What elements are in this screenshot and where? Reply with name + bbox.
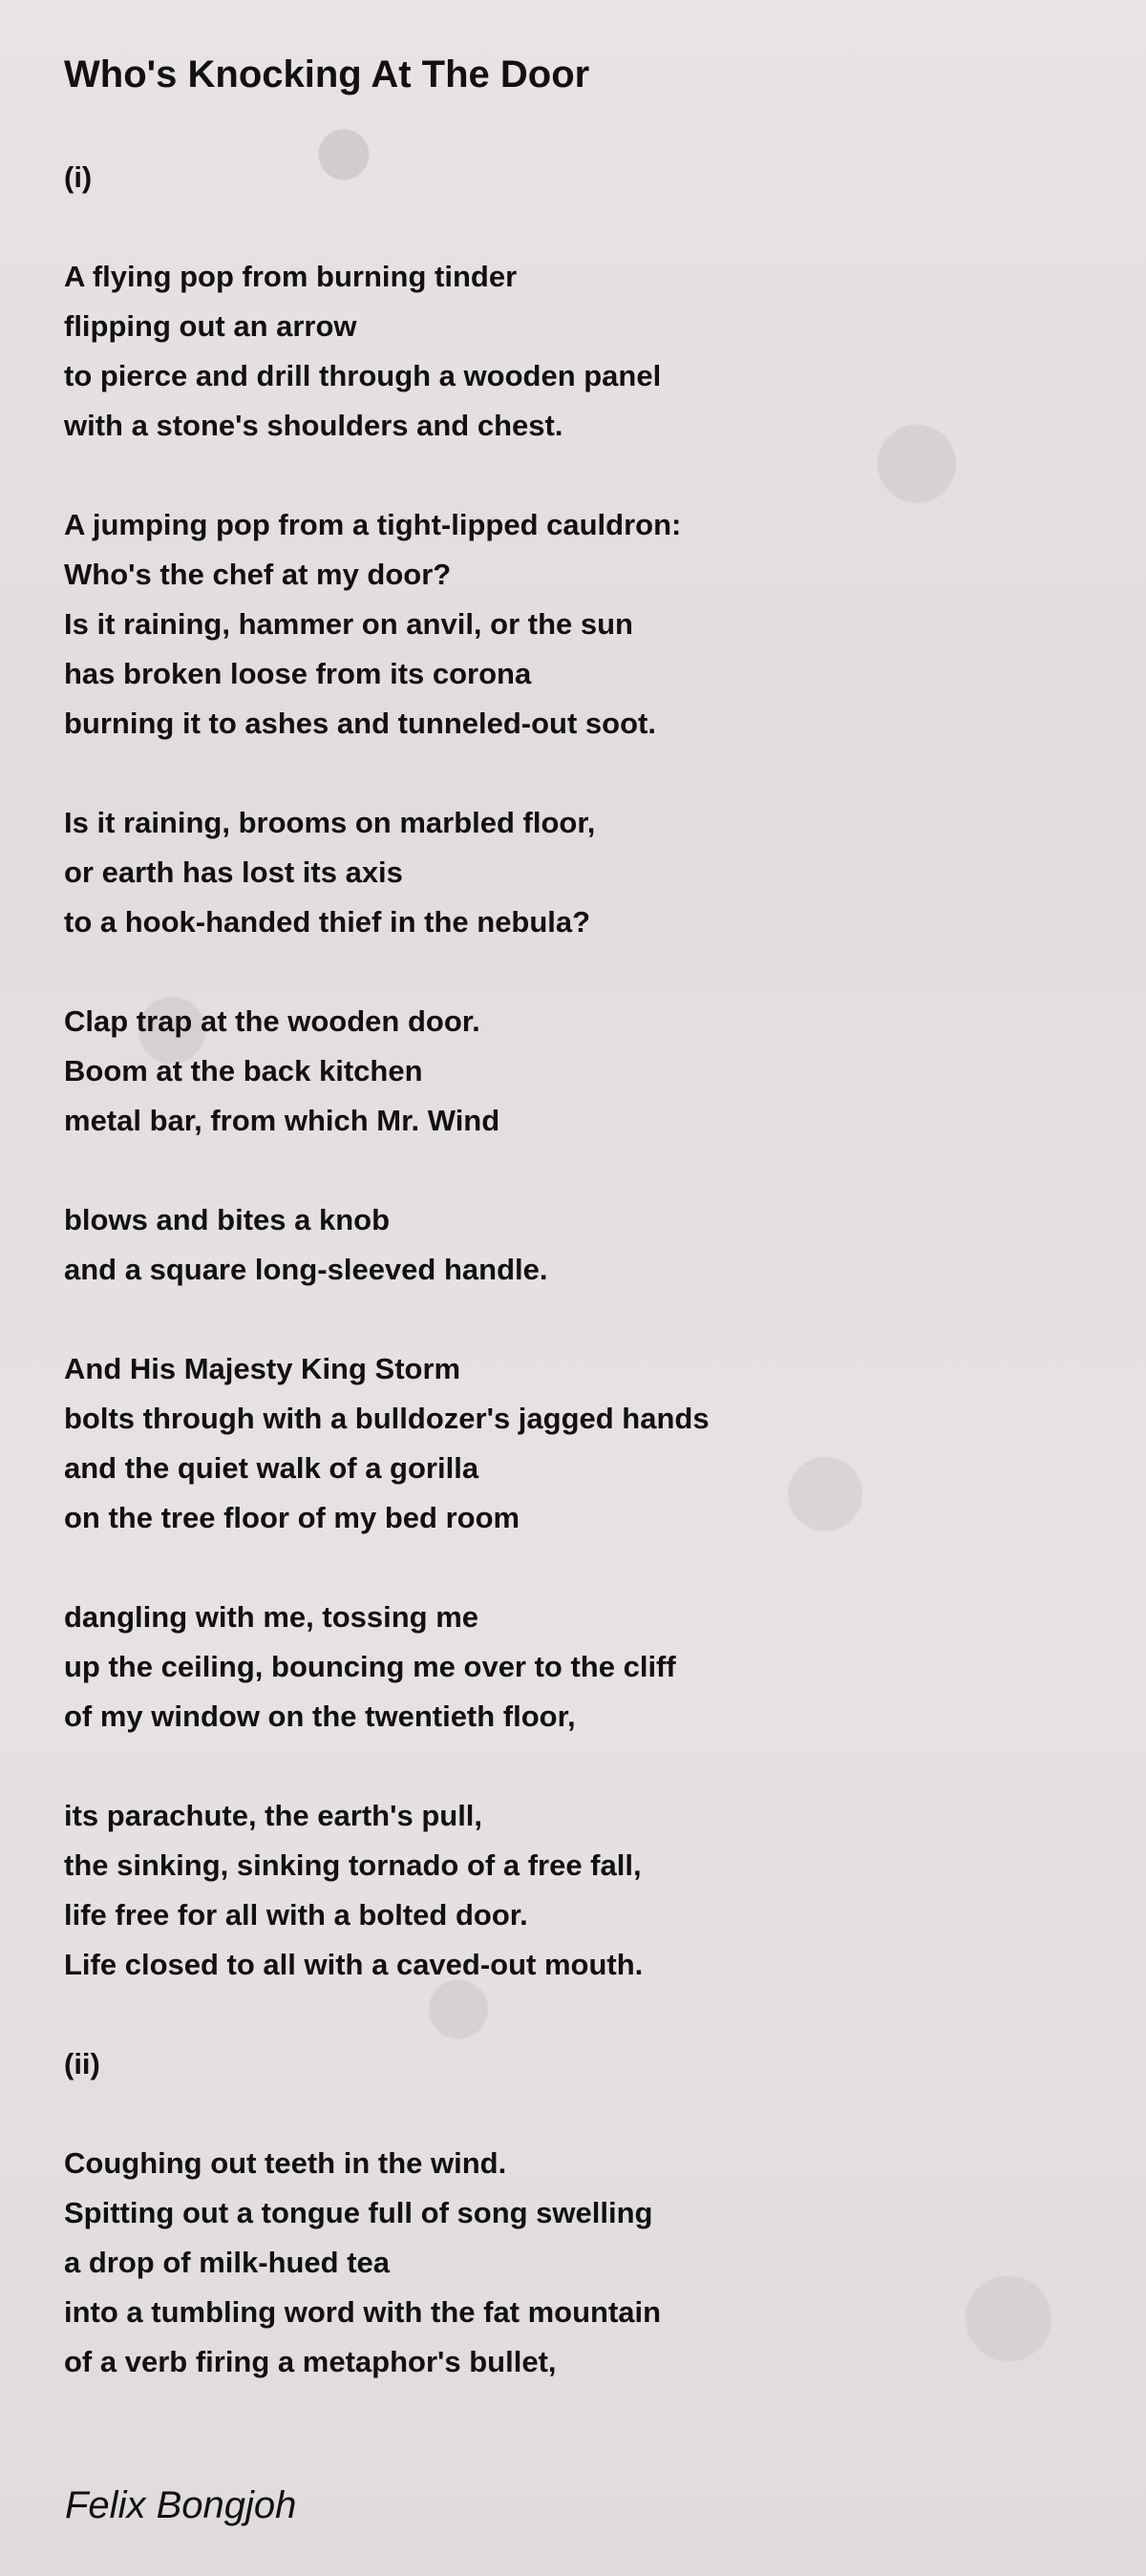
stanza xyxy=(64,2139,1086,2387)
poem-container xyxy=(64,46,1086,2387)
stanza-break xyxy=(64,1543,1086,1593)
stanza-break xyxy=(64,749,1086,798)
poem-line: up the ceiling, bouncing me over to the cliff xyxy=(64,1650,676,1683)
poem-line: Boom at the back kitchen xyxy=(64,1054,423,1087)
poem-line: A flying pop from burning tinder xyxy=(64,260,518,293)
poem-line: And His Majesty King Storm xyxy=(64,1352,461,1385)
poem-author: Felix Bongjoh xyxy=(65,2484,297,2526)
stanza-break xyxy=(64,2089,1086,2139)
stanza-break xyxy=(64,202,1086,252)
stanza xyxy=(64,997,1086,1146)
stanza xyxy=(64,500,1086,749)
poem-line: the sinking, sinking tornado of a free fall, xyxy=(64,1848,642,1882)
stanza-break xyxy=(64,1990,1086,2039)
poem-line: with a stone's shoulders and chest. xyxy=(64,409,563,442)
poem-line: of a verb firing a metaphor's bullet, xyxy=(64,2345,557,2378)
poem-line: Clap trap at the wooden door. xyxy=(64,1004,480,1038)
poem-line: a drop of milk-hued tea xyxy=(64,2246,391,2279)
stanza-break xyxy=(64,1146,1086,1195)
poem-line: blows and bites a knob xyxy=(64,1203,391,1236)
stanza xyxy=(64,1195,1086,1295)
stanza-break xyxy=(64,947,1086,997)
stanza xyxy=(64,1344,1086,1543)
poem-title: Who's Knocking At The Door xyxy=(64,53,590,95)
poem-line: life free for all with a bolted door. xyxy=(64,1898,528,1932)
stanza-break xyxy=(64,1742,1086,1791)
poem-line: burning it to ashes and tunneled-out soot. xyxy=(64,707,656,740)
poem-line: Is it raining, hammer on anvil, or the sun xyxy=(64,607,633,641)
stanza xyxy=(64,1593,1086,1742)
poem-line: (i) xyxy=(64,160,93,194)
poem-line: dangling with me, tossing me xyxy=(64,1600,479,1634)
stanza xyxy=(64,1791,1086,1990)
poem-line: Who's the chef at my door? xyxy=(64,558,452,591)
poem-line: Is it raining, brooms on marbled floor, xyxy=(64,806,596,839)
poem-line: A jumping pop from a tight-lipped cauldron: xyxy=(64,508,682,541)
poem-line: metal bar, from which Mr. Wind xyxy=(64,1104,500,1137)
stanza xyxy=(64,252,1086,451)
poem-line: has broken loose from its corona xyxy=(64,657,532,690)
poem-line: to a hook-handed thief in the nebula? xyxy=(64,905,591,939)
poem-line: (ii) xyxy=(64,2047,100,2080)
poem-line: of my window on the twentieth floor, xyxy=(64,1700,576,1733)
stanza xyxy=(64,798,1086,947)
poem-line: into a tumbling word with the fat mountain xyxy=(64,2295,662,2329)
poem-line: or earth has lost its axis xyxy=(64,855,403,889)
stanza-break xyxy=(64,451,1086,500)
poem-line: Life closed to all with a caved-out mouth. xyxy=(64,1948,644,1981)
poem-line: Spitting out a tongue full of song swelling xyxy=(64,2196,653,2229)
poem-line: Coughing out teeth in the wind. xyxy=(64,2146,507,2180)
poem-line: and the quiet walk of a gorilla xyxy=(64,1451,479,1485)
poem-line: bolts through with a bulldozer's jagged hands xyxy=(64,1402,710,1435)
stanza xyxy=(64,153,1086,202)
poem-line: on the tree floor of my bed room xyxy=(64,1501,520,1534)
stanza-break xyxy=(64,1295,1086,1344)
poem-line: flipping out an arrow xyxy=(64,309,357,343)
poem-line: and a square long-sleeved handle. xyxy=(64,1253,548,1286)
poem-line: its parachute, the earth's pull, xyxy=(64,1799,483,1832)
poem-body xyxy=(64,153,1086,2387)
poem-line: to pierce and drill through a wooden panel xyxy=(64,359,662,392)
stanza xyxy=(64,2039,1086,2089)
